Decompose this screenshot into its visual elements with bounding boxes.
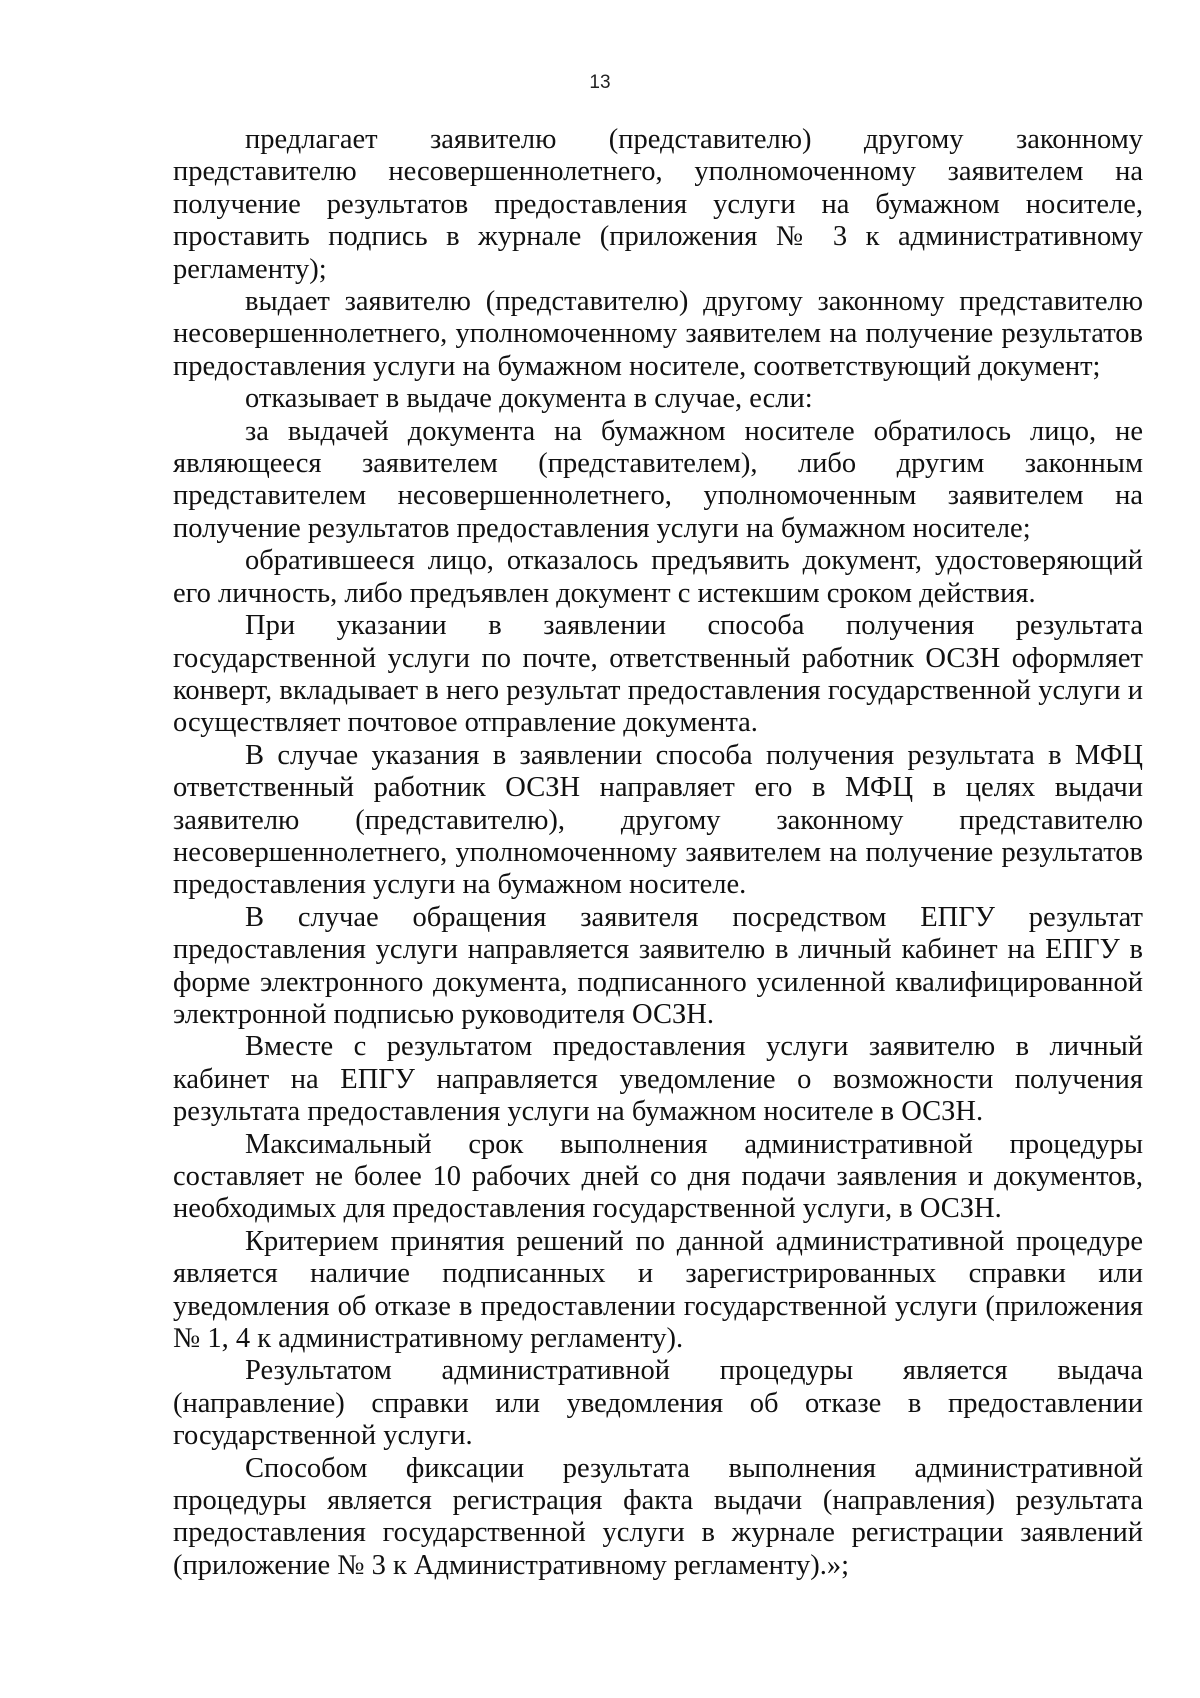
paragraph: обратившееся лицо, отказалось предъявить документ, удостоверяющий его личность, либо предъявлен документ с истекшим сроком действия. bbox=[173, 545, 1143, 609]
paragraph: Максимальный срок выполнения административной процедуры составляет не более 10 рабочих дней со дня подачи заявления и документов, необходимых для предоставления государственной услуги, в ОСЗН. bbox=[173, 1128, 1143, 1225]
paragraph: за выдачей документа на бумажном носителе обратилось лицо, не являющееся заявителем (представителем), либо другим законным представителем несовершеннолетнего, уполномоченным заявителем на получение результатов предоставления услуги на бумажном носителе; bbox=[173, 415, 1143, 544]
paragraph: Вместе с результатом предоставления услуги заявителю в личный кабинет на ЕПГУ направляется уведомление о возможности получения результата предоставления услуги на бумажном носителе в ОСЗН. bbox=[173, 1031, 1143, 1128]
page-number: 13 bbox=[589, 72, 611, 93]
document-body bbox=[173, 124, 1143, 1582]
paragraph: В случае указания в заявлении способа получения результата в МФЦ ответственный работник ОСЗН направляет его в МФЦ в целях выдачи заявителю (представителю), другому законному представителю несовершеннолетнего, уполномоченному заявителем на получение результатов предоставления услуги на бумажном носителе. bbox=[173, 739, 1143, 901]
paragraph: Критерием принятия решений по данной административной процедуре является наличие подписанных и зарегистрированных справки или уведомления об отказе в предоставлении государственной услуги (приложения № 1, 4 к административному регламенту). bbox=[173, 1225, 1143, 1355]
paragraph: отказывает в выдаче документа в случае, если: bbox=[245, 383, 813, 415]
paragraph: выдает заявителю (представителю) другому законному представителю несовершеннолетнего, уполномоченному заявителем на получение результатов предоставления услуги на бумажном носителе, соответствующий документ; bbox=[173, 286, 1143, 382]
paragraph: Способом фиксации результата выполнения административной процедуры является регистрация факта выдачи (направления) результата предоставления государственной услуги в журнале регистрации заявлений (приложение № 3 к Административному регламенту).»; bbox=[173, 1452, 1143, 1581]
paragraph: предлагает заявителю (представителю) другому законному представителю несовершеннолетнего, уполномоченному заявителем на получение результатов предоставления услуги на бумажном носителе, проставить подпись в журнале (приложения № 3 к административному регламенту); bbox=[173, 124, 1143, 285]
paragraph: В случае обращения заявителя посредством ЕПГУ результат предоставления услуги направляется заявителю в личный кабинет на ЕПГУ в форме электронного документа, подписанного усиленной квалифицированной электронной подписью руководителя ОСЗН. bbox=[173, 901, 1143, 1030]
paragraph: При указании в заявлении способа получения результата государственной услуги по почте, ответственный работник ОСЗН оформляет конверт, вкладывает в него результат предоставления государственной услуги и осуществляет почтовое отправление документа. bbox=[173, 610, 1143, 739]
paragraph: Результатом административной процедуры является выдача (направление) справки или уведомления об отказе в предоставлении государственной услуги. bbox=[173, 1355, 1143, 1452]
